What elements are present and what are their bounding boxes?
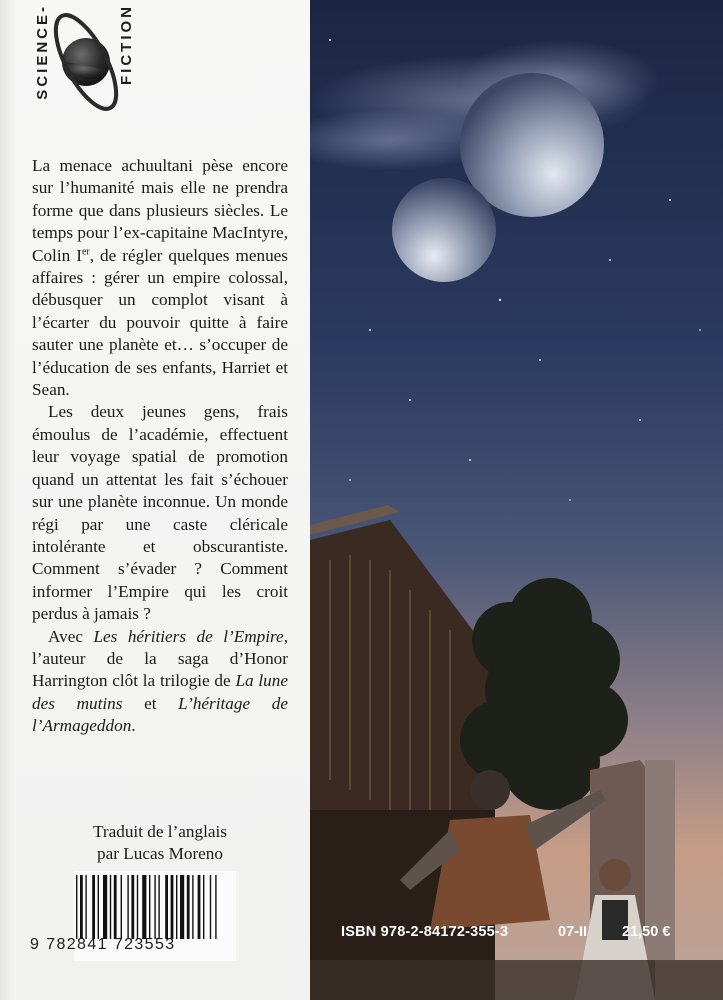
blurb-p1-a: La menace achuultani pèse encore sur l’humanité mais elle ne prendra forme que dans plusieurs siècles. Le temps pour l’ex-capitaine MacIntyre, Colin I xyxy=(32,156,288,265)
blurb-paragraph-1 xyxy=(32,155,288,401)
barcode-bar xyxy=(80,875,83,939)
logo-fiction-text: FICTION xyxy=(118,4,135,85)
barcode-bar xyxy=(158,875,159,939)
panel-edge xyxy=(0,0,16,1000)
blurb-p3-c: et xyxy=(122,693,179,713)
blurb-p3-b: , l’auteur de la saga d’Honor Harrington clôt la trilogie de xyxy=(32,626,288,691)
isbn-number: ISBN 978-2-84172-355-3 xyxy=(341,924,509,940)
barcode-bar xyxy=(98,875,99,939)
barcode-bar xyxy=(121,875,122,939)
night-sky-scene xyxy=(310,0,723,1000)
barcode-bar xyxy=(92,875,95,939)
translator-credit xyxy=(32,821,288,865)
blurb-paragraph-3 xyxy=(32,626,288,738)
barcode-bar xyxy=(103,875,107,939)
barcode-bar xyxy=(114,875,117,939)
barcode-bar xyxy=(76,875,77,939)
barcode-bar xyxy=(198,875,201,939)
blurb-p3-d: . xyxy=(131,716,136,736)
barcode-bar xyxy=(131,875,134,939)
blurb-p1-b: , de régler quelques menues affaires : gérer un empire colossal, débusquer un complot visant à l’écarter du pouvoir quitte à faire sauter une planète et… s’occuper de l’éducation de ses enfants, Harriet et Sean. xyxy=(32,245,288,400)
barcode-bar xyxy=(180,875,184,939)
barcode-digits: 9 782841 723553 xyxy=(30,936,176,953)
barcode-bar xyxy=(137,875,138,939)
barcode-bar xyxy=(154,875,155,939)
barcode-bar xyxy=(142,875,146,939)
price-label: 21,50 € xyxy=(622,924,671,940)
book-title-lune: La lune des mutins xyxy=(32,671,288,713)
barcode-bar xyxy=(149,875,150,939)
blurb-paragraph-2: Les deux jeunes gens, frais émoulus de l’académie, effectuent leur voyage spatial de promotion quand un attentat les fait s’échouer sur une planète inconnue. Un monde régi par une caste cléricale intolérante et obscurantiste. Comment s’évader ? Comment informer l’Empire qui les croit perdus à jamais ? xyxy=(32,402,288,624)
barcode-bar xyxy=(192,875,193,939)
blurb-p1-sup: er xyxy=(81,245,90,257)
science-fiction-logo xyxy=(28,0,140,140)
barcode-bar xyxy=(85,875,86,939)
logo-science-text: SCIENCE- xyxy=(34,4,51,100)
barcode-bar xyxy=(215,875,216,939)
blurb-p3-a: Avec xyxy=(48,626,94,646)
book-title-heritiers: Les héritiers de l’Empire xyxy=(93,626,284,646)
barcode-bar xyxy=(203,875,204,939)
blurb-text xyxy=(32,155,288,738)
barcode-bar xyxy=(127,875,128,939)
cover-illustration xyxy=(310,0,723,1000)
small-moon xyxy=(392,178,496,282)
barcode-bar xyxy=(210,875,211,939)
barcode-bar xyxy=(110,875,111,939)
barcode-bar xyxy=(187,875,190,939)
barcode-bar xyxy=(165,875,168,939)
barcode-bar xyxy=(171,875,174,939)
barcode-bars xyxy=(74,875,236,941)
edition-code: 07-II xyxy=(558,924,588,940)
text-panel xyxy=(0,0,310,1000)
book-title-heritage: L’héritage de l’Armageddon xyxy=(32,693,288,736)
credit-line-1: Traduit de l’anglais xyxy=(93,822,227,841)
credit-line-2: par Lucas Moreno xyxy=(97,844,223,863)
barcode-bar xyxy=(176,875,177,939)
